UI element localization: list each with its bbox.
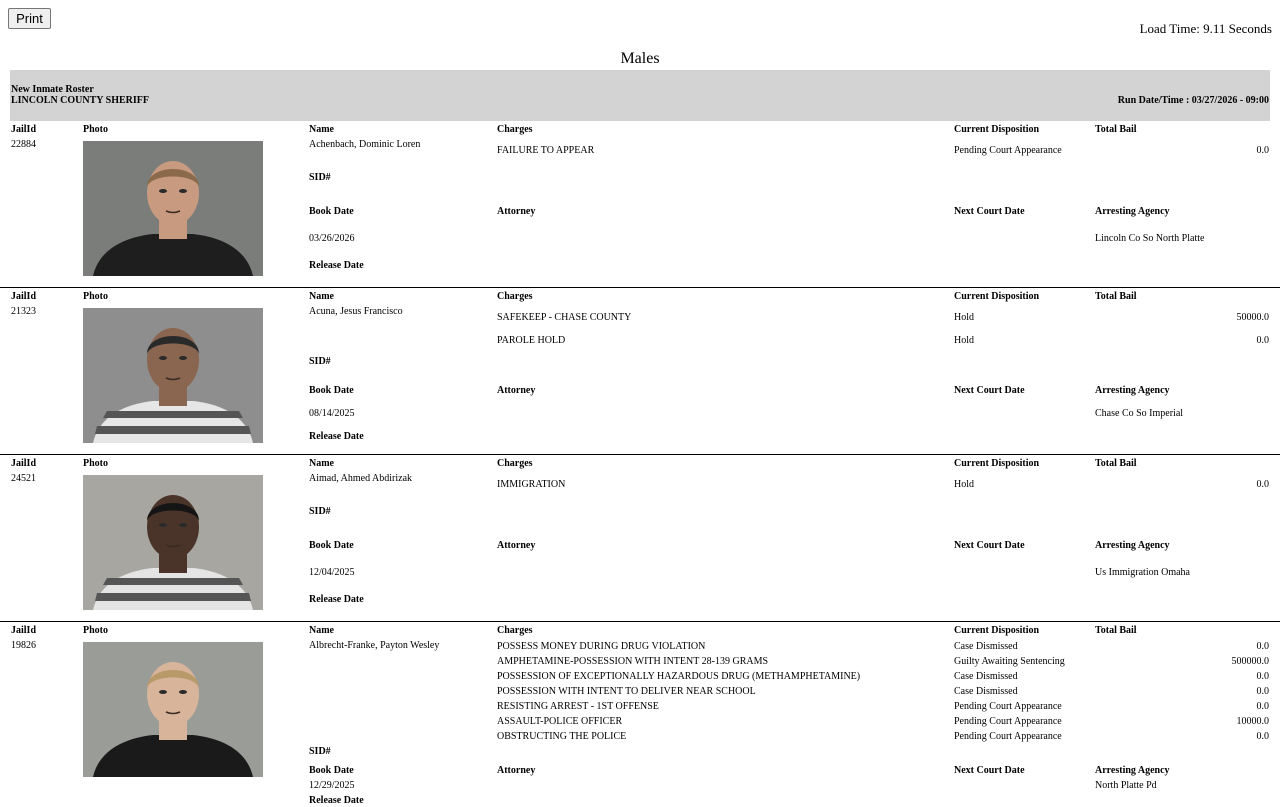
arresting-agency: North Platte Pd bbox=[1095, 780, 1157, 791]
book-date-label: Book Date bbox=[309, 206, 354, 217]
sid-label: SID# bbox=[309, 356, 331, 367]
jail-id-label: JailId bbox=[11, 625, 37, 636]
arresting-agency-label: Arresting Agency bbox=[1095, 540, 1170, 551]
charge-bail: 10000.0 bbox=[1236, 716, 1269, 727]
attorney-label: Attorney bbox=[497, 206, 536, 217]
inmate-record bbox=[0, 621, 1280, 806]
run-datetime: Run Date/Time : 03/27/2026 - 09:00 bbox=[1117, 95, 1269, 106]
charge-bail: 0.0 bbox=[1256, 479, 1269, 490]
charge-text: POSSESSION WITH INTENT TO DELIVER NEAR SCHOOL bbox=[497, 686, 756, 697]
inmate-name: Aimad, Ahmed Abdirizak bbox=[309, 473, 413, 484]
charges-label: Charges bbox=[497, 458, 533, 469]
book-date: 12/29/2025 bbox=[309, 780, 355, 791]
attorney-label: Attorney bbox=[497, 540, 536, 551]
arresting-agency: Chase Co So Imperial bbox=[1095, 408, 1184, 419]
charge-bail: 0.0 bbox=[1256, 731, 1269, 742]
inmate-record bbox=[0, 287, 1280, 455]
book-date: 08/14/2025 bbox=[309, 408, 355, 419]
section-title: Males bbox=[620, 50, 660, 67]
charge-text: RESISTING ARREST - 1ST OFFENSE bbox=[497, 701, 659, 712]
charge-disposition: Pending Court Appearance bbox=[954, 716, 1062, 727]
next-court-date-label: Next Court Date bbox=[954, 206, 1025, 217]
arresting-agency: Lincoln Co So North Platte bbox=[1095, 233, 1205, 244]
charge-disposition: Hold bbox=[954, 312, 974, 323]
total-bail-label: Total Bail bbox=[1095, 291, 1137, 302]
charges-label: Charges bbox=[497, 625, 533, 636]
photo-label: Photo bbox=[83, 458, 108, 469]
sid-label: SID# bbox=[309, 746, 331, 757]
charge-bail: 0.0 bbox=[1256, 641, 1269, 652]
charge-bail: 500000.0 bbox=[1231, 656, 1269, 667]
total-bail-label: Total Bail bbox=[1095, 625, 1137, 636]
booking-photo bbox=[83, 308, 263, 443]
charge-text: POSSESS MONEY DURING DRUG VIOLATION bbox=[497, 641, 706, 652]
charge-text: OBSTRUCTING THE POLICE bbox=[497, 731, 627, 742]
booking-photo bbox=[83, 141, 263, 276]
inmate-record bbox=[0, 121, 1280, 287]
book-date: 12/04/2025 bbox=[309, 567, 355, 578]
next-court-date-label: Next Court Date bbox=[954, 540, 1025, 551]
report-header bbox=[10, 70, 1270, 121]
release-date-label: Release Date bbox=[309, 594, 364, 605]
jail-id-label: JailId bbox=[11, 458, 37, 469]
charge-bail: 0.0 bbox=[1256, 671, 1269, 682]
release-date-label: Release Date bbox=[309, 795, 364, 806]
inmate-name: Albrecht-Franke, Payton Wesley bbox=[309, 640, 440, 651]
sid-label: SID# bbox=[309, 506, 331, 517]
charge-disposition: Pending Court Appearance bbox=[954, 701, 1062, 712]
charge-bail: 0.0 bbox=[1256, 145, 1269, 156]
next-court-date-label: Next Court Date bbox=[954, 385, 1025, 396]
charges-label: Charges bbox=[497, 124, 533, 135]
total-bail-label: Total Bail bbox=[1095, 458, 1137, 469]
name-label: Name bbox=[309, 625, 334, 636]
jail-id-label: JailId bbox=[11, 124, 37, 135]
disposition-label: Current Disposition bbox=[954, 291, 1040, 302]
charge-disposition: Case Dismissed bbox=[954, 671, 1018, 682]
arresting-agency-label: Arresting Agency bbox=[1095, 765, 1170, 776]
jail-id: 24521 bbox=[11, 473, 36, 484]
arresting-agency-label: Arresting Agency bbox=[1095, 385, 1170, 396]
charge-bail: 50000.0 bbox=[1236, 312, 1269, 323]
inmate-record bbox=[0, 454, 1280, 622]
attorney-label: Attorney bbox=[497, 385, 536, 396]
report-agency: LINCOLN COUNTY SHERIFF bbox=[11, 95, 149, 106]
disposition-label: Current Disposition bbox=[954, 458, 1040, 469]
book-date-label: Book Date bbox=[309, 385, 354, 396]
book-date-label: Book Date bbox=[309, 540, 354, 551]
jail-id: 19826 bbox=[11, 640, 36, 651]
release-date-label: Release Date bbox=[309, 260, 364, 271]
charge-disposition: Pending Court Appearance bbox=[954, 145, 1062, 156]
jail-id: 22884 bbox=[11, 139, 36, 150]
sid-label: SID# bbox=[309, 172, 331, 183]
next-court-date-label: Next Court Date bbox=[954, 765, 1025, 776]
booking-photo bbox=[83, 642, 263, 777]
charge-text: IMMIGRATION bbox=[497, 479, 566, 490]
inmate-name: Acuna, Jesus Francisco bbox=[309, 306, 403, 317]
total-bail-label: Total Bail bbox=[1095, 124, 1137, 135]
disposition-label: Current Disposition bbox=[954, 625, 1040, 636]
arresting-agency: Us Immigration Omaha bbox=[1095, 567, 1190, 578]
charge-text: PAROLE HOLD bbox=[497, 335, 566, 346]
inmate-name: Achenbach, Dominic Loren bbox=[309, 139, 421, 150]
jail-id: 21323 bbox=[11, 306, 36, 317]
photo-label: Photo bbox=[83, 625, 108, 636]
print-button[interactable]: Print bbox=[8, 8, 51, 29]
jail-id-label: JailId bbox=[11, 291, 37, 302]
load-time: Load Time: 9.11 Seconds bbox=[1139, 21, 1272, 36]
name-label: Name bbox=[309, 124, 334, 135]
charge-text: POSSESSION OF EXCEPTIONALLY HAZARDOUS DRUG (METHAMPHETAMINE) bbox=[497, 671, 861, 682]
charge-text: ASSAULT-POLICE OFFICER bbox=[497, 716, 623, 727]
charge-disposition: Hold bbox=[954, 335, 974, 346]
photo-label: Photo bbox=[83, 124, 108, 135]
charge-bail: 0.0 bbox=[1256, 701, 1269, 712]
charge-bail: 0.0 bbox=[1256, 686, 1269, 697]
attorney-label: Attorney bbox=[497, 765, 536, 776]
charge-disposition: Pending Court Appearance bbox=[954, 731, 1062, 742]
charge-disposition: Guilty Awaiting Sentencing bbox=[954, 656, 1065, 667]
disposition-label: Current Disposition bbox=[954, 124, 1040, 135]
book-date: 03/26/2026 bbox=[309, 233, 355, 244]
name-label: Name bbox=[309, 458, 334, 469]
report-title: New Inmate Roster bbox=[11, 84, 94, 95]
charge-text: FAILURE TO APPEAR bbox=[497, 145, 595, 156]
charge-bail: 0.0 bbox=[1256, 335, 1269, 346]
charge-text: SAFEKEEP - CHASE COUNTY bbox=[497, 312, 632, 323]
charges-label: Charges bbox=[497, 291, 533, 302]
charge-text: AMPHETAMINE-POSSESSION WITH INTENT 28-139 GRAMS bbox=[497, 656, 769, 667]
charge-disposition: Hold bbox=[954, 479, 974, 490]
arresting-agency-label: Arresting Agency bbox=[1095, 206, 1170, 217]
charge-disposition: Case Dismissed bbox=[954, 641, 1018, 652]
name-label: Name bbox=[309, 291, 334, 302]
booking-photo bbox=[83, 475, 263, 610]
release-date-label: Release Date bbox=[309, 431, 364, 442]
photo-label: Photo bbox=[83, 291, 108, 302]
book-date-label: Book Date bbox=[309, 765, 354, 776]
charge-disposition: Case Dismissed bbox=[954, 686, 1018, 697]
